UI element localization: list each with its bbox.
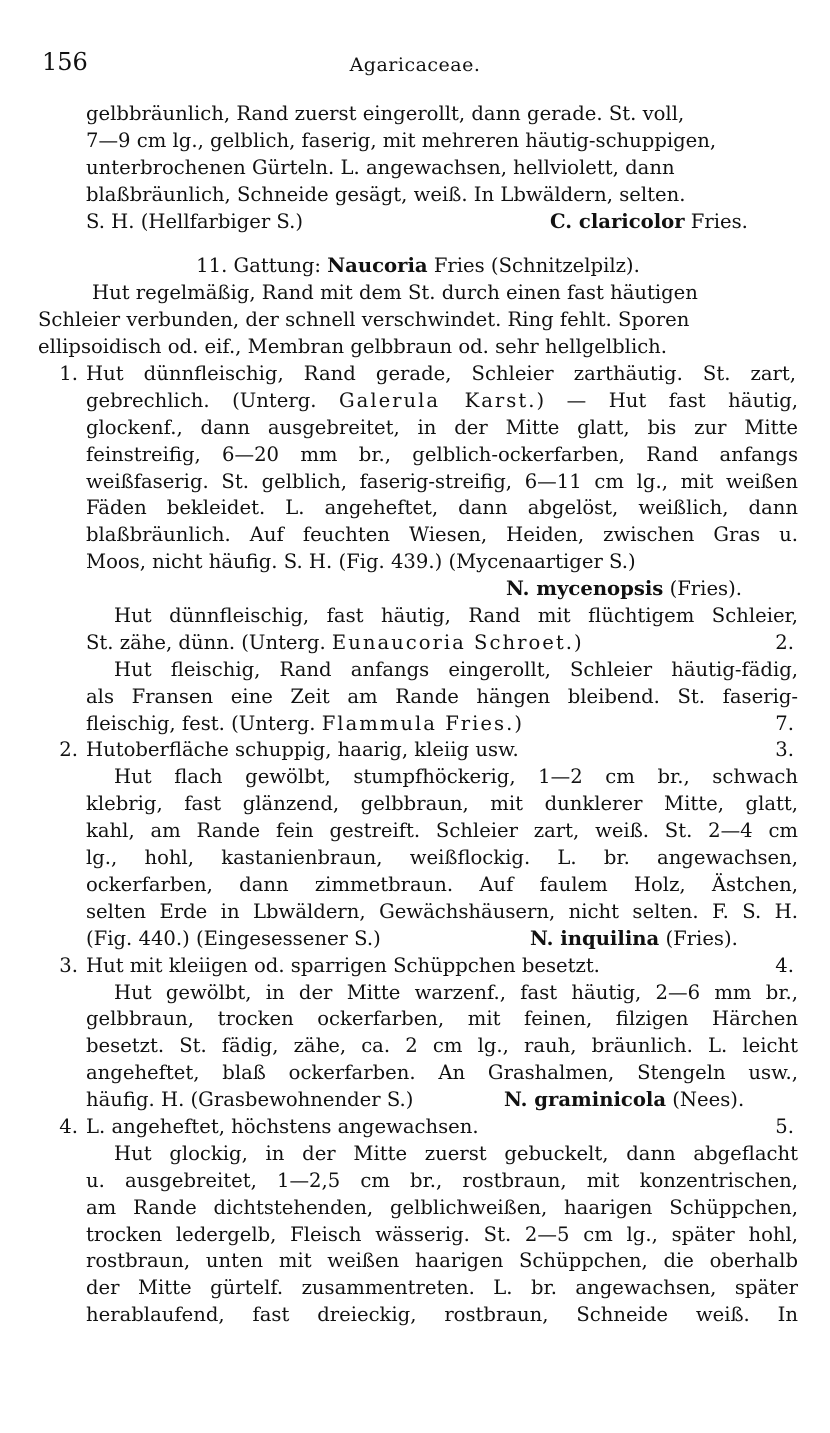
text-segment: Hutoberfläche schuppig, haarig, kleiig usw. xyxy=(86,738,519,762)
text-line: ockerfarben, dann zimmetbraun. Auf faulem Holz, Ästchen, xyxy=(86,872,798,896)
text-line: Schleier verbunden, der schnell verschwindet. Ring fehlt. Sporen xyxy=(38,308,690,332)
text-line: glockenf., dann ausgebreitet, in der Mitte glatt, bis zur Mitte xyxy=(86,415,798,439)
text-line: rostbraun, unten mit weißen haarigen Schüppchen, die oberhalb xyxy=(86,1249,798,1273)
key-reference: 2. xyxy=(775,630,794,654)
key-line-2 xyxy=(38,737,798,764)
key-number: 2. xyxy=(59,738,78,762)
text-segment: Fries. xyxy=(684,209,748,233)
text-segment: (Fries). xyxy=(659,926,738,950)
text-segment: (Fig. 440.) (Eingesessener S.) xyxy=(86,926,381,950)
text-line xyxy=(38,388,798,415)
text-line xyxy=(38,576,798,603)
text-line: blaßbräunlich. Auf feuchten Wiesen, Heiden, zwischen Gras u. xyxy=(86,523,798,547)
text-line: Hut flach gewölbt, stumpfhöckerig, 1—2 cm br., schwach xyxy=(114,765,798,789)
species-name: N. inquilina xyxy=(530,926,660,950)
subgenus-name: Galerula Karst. xyxy=(338,388,537,412)
text-line: herablaufend, fast dreieckig, rostbraun, Schneide weiß. In xyxy=(86,1303,798,1327)
text-segment: ) xyxy=(573,630,582,654)
species-name: N. mycenopsis xyxy=(506,577,664,601)
genus-heading xyxy=(38,253,798,280)
text-line xyxy=(38,711,798,738)
page-number: 156 xyxy=(42,48,88,76)
key-line-3 xyxy=(38,953,798,980)
text-line: trocken ledergelb, Fleisch wässerig. St. 2—5 cm lg., später hohl, xyxy=(86,1222,798,1246)
text-line xyxy=(38,630,798,657)
text-segment: S. H. (Hellfarbiger S.) xyxy=(86,209,304,233)
text-line: gelbbräunlich, Rand zuerst eingerollt, dann gerade. St. voll, xyxy=(86,102,685,125)
body-text xyxy=(38,101,798,1329)
text-segment: (Fries). xyxy=(663,577,742,601)
text-line: als Fransen eine Zeit am Rande hängen bleibend. St. faserig- xyxy=(86,684,798,708)
text-line: ellipsoidisch od. eif., Membran gelbbraun od. sehr hellgelblich. xyxy=(38,335,668,359)
text-line: angeheftet, blaß ockerfarben. An Grashalmen, Stengeln usw., xyxy=(86,1061,798,1085)
species-name: C. claricolor xyxy=(550,209,685,233)
text-segment: ) xyxy=(514,711,522,735)
key-number: 4. xyxy=(59,1114,78,1138)
text-line: selten Erde in Lbwäldern, Gewächshäusern, nicht selten. F. S. H. xyxy=(86,899,798,923)
text-segment: Fries (Schnitzelpilz). xyxy=(427,254,640,278)
text-segment: 11. Gattung: xyxy=(196,254,328,278)
text-line: der Mitte gürtelf. zusammentreten. L. br. angewachsen, später xyxy=(86,1276,798,1300)
key-line-4 xyxy=(38,1114,798,1141)
text-line xyxy=(38,1087,798,1114)
text-line: Hut regelmäßig, Rand mit dem St. durch einen fast häutigen xyxy=(92,281,698,305)
key-reference: 4. xyxy=(775,953,794,977)
text-line xyxy=(38,209,798,236)
text-line: feinstreifig, 6—20 mm br., gelblich-ockerfarben, Rand anfangs xyxy=(86,442,798,466)
text-line: weißfaserig. St. gelblich, faserig-streifig, 6—11 cm lg., mit weißen xyxy=(86,469,798,493)
text-line: Hut dünnfleischig, fast häutig, Rand mit flüchtigem Schleier, xyxy=(114,604,798,628)
text-line: Hut glockig, in der Mitte zuerst gebuckelt, dann abgeflacht xyxy=(114,1141,798,1165)
text-line: u. ausgebreitet, 1—2,5 cm br., rostbraun, mit konzentrischen, xyxy=(86,1168,798,1192)
subgenus-name: Flammula Fries. xyxy=(321,711,515,735)
text-line: Fäden bekleidet. L. angeheftet, dann abgelöst, weißlich, dann xyxy=(86,496,798,520)
key-reference: 5. xyxy=(775,1114,794,1138)
text-line: lg., hohl, kastanienbraun, weißflockig. L. br. angewachsen, xyxy=(86,846,798,870)
text-segment: L. angeheftet, höchstens angewachsen. xyxy=(86,1114,479,1138)
text-line: Hut fleischig, Rand anfangs eingerollt, Schleier häutig-fädig, xyxy=(114,657,798,681)
text-segment: fleischig, fest. (Unterg. xyxy=(86,711,322,735)
species-name: N. graminicola xyxy=(504,1088,667,1112)
genus-name: Naucoria xyxy=(327,254,428,278)
text-line: Moos, nicht häufig. S. H. (Fig. 439.) (Mycenaartiger S.) xyxy=(86,550,636,574)
text-line: unterbrochenen Gürteln. L. angewachsen, hellviolett, dann xyxy=(86,155,675,179)
text-line xyxy=(38,926,798,953)
running-title: Agaricaceae. xyxy=(349,54,481,76)
text-line: besetzt. St. fädig, zähe, ca. 2 cm lg., rauh, bräunlich. L. leicht xyxy=(86,1034,798,1058)
text-line: am Rande dichtstehenden, gelblichweißen, haarigen Schüppchen, xyxy=(86,1195,798,1219)
key-number: 1. xyxy=(59,362,78,386)
text-segment: St. zähe, dünn. (Unterg. xyxy=(86,630,332,654)
page-header xyxy=(42,48,788,78)
text-line: gelbbraun, trocken ockerfarben, mit feinen, filzigen Härchen xyxy=(86,1007,798,1031)
text-segment: Hut mit kleiigen od. sparrigen Schüppchen besetzt. xyxy=(86,953,600,977)
text-line: kahl, am Rande fein gestreift. Schleier zart, weiß. St. 2—4 cm xyxy=(86,819,798,843)
key-line-1 xyxy=(38,361,798,388)
key-number: 3. xyxy=(59,953,78,977)
key-reference: 3. xyxy=(775,738,794,762)
text-line: Hut gewölbt, in der Mitte warzenf., fast häutig, 2—6 mm br., xyxy=(114,980,798,1004)
text-segment: ) — Hut fast häutig, xyxy=(536,388,798,412)
key-reference: 7. xyxy=(775,711,794,735)
subgenus-name: Eunaucoria Schroet. xyxy=(331,630,574,654)
text-segment: (Nees). xyxy=(666,1088,745,1112)
text-line: blaßbräunlich, Schneide gesägt, weiß. In Lbwäldern, selten. xyxy=(86,182,686,206)
text-segment: gebrechlich. (Unterg. xyxy=(86,388,339,412)
text-segment: Hut dünnfleischig, Rand gerade, Schleier zarthäutig. St. zart, xyxy=(86,362,796,386)
text-line: klebrig, fast glänzend, gelbbraun, mit dunklerer Mitte, glatt, xyxy=(86,792,798,816)
text-segment: häufig. H. (Grasbewohnender S.) xyxy=(86,1088,414,1112)
text-line: 7—9 cm lg., gelblich, faserig, mit mehreren häutig-schuppigen, xyxy=(86,128,717,152)
